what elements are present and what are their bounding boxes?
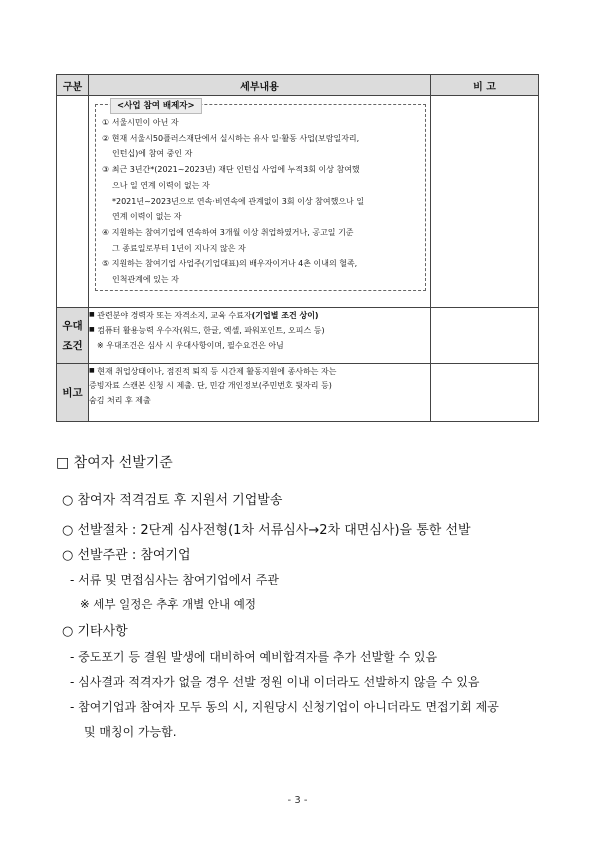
criteria-item-4-sub-2: - 심사결과 적격자가 없을 경우 선발 정원 이내 이더라도 선발하지 않을 수 있음 bbox=[70, 675, 480, 689]
exclusion-line: ③ 최근 3년간*(2021~2023년) 재단 인턴십 사업에 누적3회 이상 참여했 bbox=[102, 165, 360, 175]
criteria-item-3-sub: - 서류 및 면접심사는 참여기업에서 주관 bbox=[70, 573, 279, 587]
exclusion-remarks-cell bbox=[431, 96, 539, 308]
preference-item-1-text: 관련분야 경력자 또는 자격소지, 교육 수료자 bbox=[97, 310, 252, 320]
note-line: 증빙자료 스캔본 신청 시 제출. 단, 민감 개인정보(주민번호 뒷자리 등) bbox=[89, 381, 332, 391]
note-label-cell: 비고 bbox=[57, 364, 89, 422]
eligibility-table bbox=[56, 74, 539, 422]
criteria-item-4-sub-1: - 중도포기 등 결원 발생에 대비하여 예비합격자를 추가 선발할 수 있음 bbox=[70, 650, 438, 664]
preference-label-line1: 우대 bbox=[62, 319, 83, 332]
header-category: 구분 bbox=[57, 75, 89, 96]
exclusion-line: 연계 이력이 없는 자 bbox=[112, 212, 182, 222]
exclusion-box bbox=[95, 101, 426, 291]
note-line: 숨김 처리 후 제출 bbox=[89, 395, 151, 405]
exclusion-line: 으나 일 연계 이력이 없는 자 bbox=[112, 180, 210, 190]
exclusion-line: ② 현재 서울시50플러스재단에서 실시하는 유사 일·활동 사업(보람일자리, bbox=[102, 133, 360, 143]
criteria-item-3: ○ 선발주관 : 참여기업 bbox=[62, 548, 191, 563]
criteria-item-3-note: ※ 세부 일정은 추후 개별 안내 예정 bbox=[80, 597, 256, 611]
exclusion-line: 인턴십)에 참여 중인 자 bbox=[112, 149, 193, 159]
square-bullet-icon: ■ bbox=[89, 367, 95, 374]
table-header-row bbox=[57, 75, 539, 96]
exclusion-line: *2021년~2023년으로 연속·비연속에 관계없이 3회 이상 참여했으나 일 bbox=[112, 196, 365, 206]
exclusion-box-title: <사업 참여 배제자> bbox=[110, 98, 202, 114]
criteria-item-4: ○ 기타사항 bbox=[62, 624, 128, 639]
preference-details-cell bbox=[89, 308, 431, 364]
table-row-notes bbox=[57, 364, 539, 422]
criteria-item-2: ○ 선발절차 : 2단계 심사전형(1차 서류심사→2차 대면심사)을 통한 선발 bbox=[62, 523, 471, 538]
exclusion-category-cell bbox=[57, 96, 89, 308]
page-number: - 3 - bbox=[287, 795, 308, 806]
square-bullet-icon: ■ bbox=[89, 311, 95, 318]
exclusion-line: ⑤ 지원하는 참여기업 사업주(기업대표)의 배우자이거나 4촌 이내의 혈족, bbox=[102, 259, 358, 269]
preference-item-2-text: 컴퓨터 활용능력 우수자(워드, 한글, 엑셀, 파워포인트, 오피스 등) bbox=[97, 326, 325, 335]
criteria-item-1: ○ 참여자 적격검토 후 지원서 기업발송 bbox=[62, 493, 283, 508]
table-row-exclusions bbox=[57, 96, 539, 308]
preference-item-2 bbox=[89, 323, 430, 338]
note-remarks-cell bbox=[431, 364, 539, 422]
section-heading: □ 참여자 선발기준 bbox=[56, 455, 173, 471]
preference-remarks-cell bbox=[431, 308, 539, 364]
preference-item-1-emphasis: (기업별 조건 상이) bbox=[251, 310, 319, 320]
criteria-item-4-sub-3: - 참여기업과 참여자 모두 동의 시, 지원당시 신청기업이 아니더라도 면접기회 제공 bbox=[70, 700, 499, 714]
exclusion-line: ① 서울시민이 아닌 자 bbox=[102, 118, 179, 127]
header-details: 세부내용 bbox=[89, 75, 431, 96]
note-line-text: 현재 취업상태이나, 점진적 퇴직 등 시간제 활동지원에 종사하는 자는 bbox=[97, 366, 337, 376]
preference-label-cell bbox=[57, 308, 89, 364]
exclusion-line: 그 종료일로부터 1년이 지나지 않은 자 bbox=[112, 243, 246, 253]
note-details-cell bbox=[89, 364, 431, 422]
table-row-preferences bbox=[57, 308, 539, 364]
preference-label-line2: 조건 bbox=[62, 339, 83, 352]
exclusion-line: ④ 지원하는 참여기업에 연속하여 3개월 이상 취업하였거나, 공고일 기준 bbox=[102, 227, 354, 237]
preference-item-1 bbox=[89, 308, 430, 323]
preference-note: ※ 우대조건은 심사 시 우대사항이며, 필수요건은 아님 bbox=[97, 340, 284, 350]
exclusion-line: 인척관계에 있는 자 bbox=[112, 275, 179, 285]
note-line bbox=[89, 364, 430, 379]
header-remarks: 비 고 bbox=[431, 75, 539, 96]
exclusion-details-cell bbox=[89, 96, 431, 308]
square-bullet-icon: ■ bbox=[89, 326, 95, 334]
criteria-item-4-sub-3-cont: 및 매칭이 가능함. bbox=[84, 725, 177, 739]
